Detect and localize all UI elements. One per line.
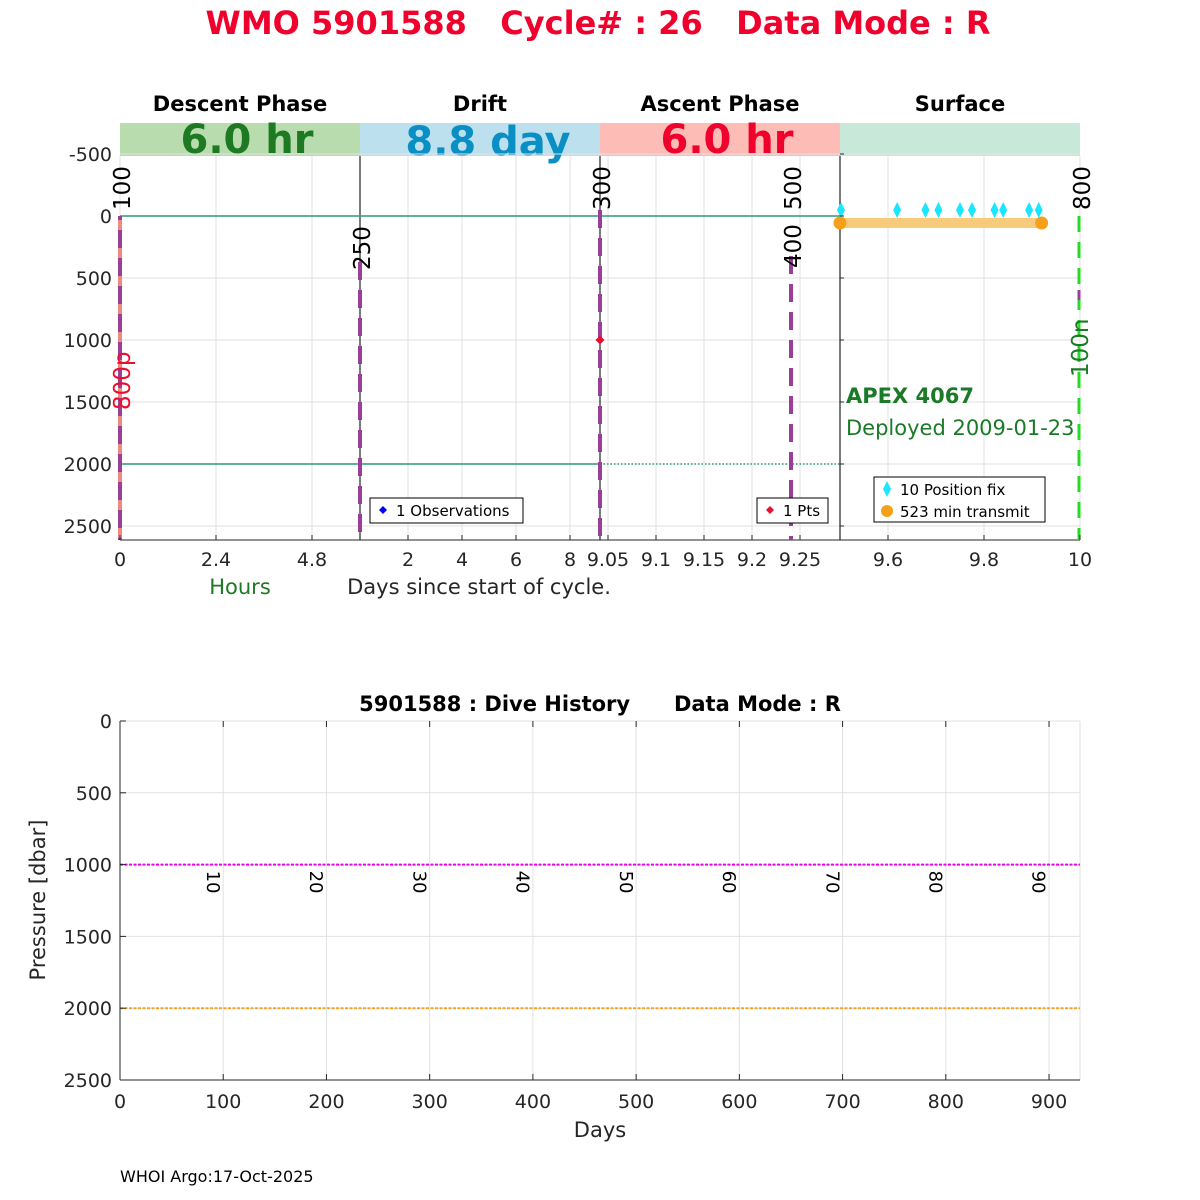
phase-surface-label: Surface bbox=[914, 92, 1006, 116]
position-fix-marker bbox=[893, 202, 901, 218]
top-x-tick-label: 10 bbox=[1067, 549, 1093, 571]
cycle-number-label: 30 bbox=[408, 870, 430, 894]
dive-y-tick-label: 2000 bbox=[63, 998, 112, 1021]
hours-label: Hours bbox=[209, 575, 271, 599]
label-800p: 800p bbox=[110, 351, 136, 410]
label-100n: 100n bbox=[1068, 318, 1094, 377]
label-250: 250 bbox=[350, 226, 376, 270]
dive-x-tick-label: 200 bbox=[308, 1091, 345, 1113]
legend-transmit-marker bbox=[881, 505, 893, 517]
position-fix-marker bbox=[1035, 202, 1043, 218]
top-y-tick-label: 2500 bbox=[63, 516, 112, 538]
dive-x-tick-label: 0 bbox=[113, 1091, 127, 1113]
dive-y-tick-label: 0 bbox=[99, 711, 112, 733]
dive-x-tick-label: 500 bbox=[617, 1091, 655, 1113]
dive-history-title: 5901588 : Dive History Data Mode : R bbox=[359, 692, 841, 716]
top-x-tick-label: 9.25 bbox=[778, 549, 822, 571]
main-title: WMO 5901588 Cycle# : 26 Data Mode : R bbox=[205, 4, 991, 42]
footer-text: WHOI Argo:17-Oct-2025 bbox=[120, 1167, 314, 1186]
dive-x-tick-label: 400 bbox=[514, 1091, 552, 1113]
dive-history-ylabel: Pressure [dbar] bbox=[26, 819, 50, 981]
label-400: 400 bbox=[781, 224, 807, 268]
label-300: 300 bbox=[590, 166, 616, 210]
ascent-duration: 6.0 hr bbox=[660, 117, 794, 163]
top-y-tick-label: 0 bbox=[99, 206, 112, 228]
top-x-tick-label: 8 bbox=[563, 549, 577, 571]
top-x-tick-label: 9.1 bbox=[640, 549, 672, 571]
top-x-tick-label: 9.15 bbox=[682, 549, 726, 571]
cycle-number-label: 90 bbox=[1027, 870, 1049, 894]
dive-y-tick-label: 500 bbox=[75, 782, 112, 805]
position-fix-marker bbox=[1025, 202, 1033, 218]
top-x-tick-label: 0 bbox=[113, 549, 127, 571]
apex-deployed: Deployed 2009-01-23 bbox=[846, 416, 1075, 440]
cycle-number-label: 20 bbox=[305, 870, 327, 894]
transmit-end-marker bbox=[1035, 217, 1048, 230]
dive-x-tick-label: 600 bbox=[721, 1091, 758, 1113]
top-x-tick-label: 4 bbox=[455, 549, 469, 571]
top-x-tick-label: 9.05 bbox=[586, 549, 630, 571]
top-x-tick-label: 9.6 bbox=[872, 549, 904, 571]
top-x-tick-label: 9.8 bbox=[968, 549, 1000, 571]
phase-drift-label: Drift bbox=[452, 92, 508, 116]
top-x-tick-label: 4.8 bbox=[296, 549, 328, 571]
apex-name: APEX 4067 bbox=[846, 384, 974, 408]
dive-history-grid bbox=[120, 721, 1080, 1080]
cycle-number-label: 40 bbox=[511, 870, 533, 894]
top-panel-y-ticks bbox=[64, 144, 844, 538]
legend-observations-text: 1 Observations bbox=[396, 502, 510, 520]
phase-ascent-label: Ascent Phase bbox=[640, 92, 800, 116]
descent-duration: 6.0 hr bbox=[180, 117, 314, 163]
cycle-number-label: 10 bbox=[201, 870, 223, 894]
top-x-tick-label: 2 bbox=[401, 549, 415, 571]
dive-x-tick-label: 300 bbox=[411, 1091, 448, 1113]
position-fix-marker bbox=[934, 202, 942, 218]
cycle-number-label: 80 bbox=[924, 870, 946, 894]
label-100: 100 bbox=[110, 166, 136, 210]
dive-x-tick-label: 700 bbox=[824, 1091, 861, 1113]
position-fix-marker bbox=[991, 202, 999, 218]
top-y-tick-label: 1000 bbox=[63, 330, 112, 352]
drift-point-marker bbox=[596, 336, 605, 345]
legend-pts bbox=[757, 498, 828, 523]
label-500: 500 bbox=[781, 166, 807, 210]
cycle-number-label: 60 bbox=[718, 870, 740, 894]
legend-transmit-text: 523 min transmit bbox=[900, 503, 1030, 521]
drift-duration: 8.8 day bbox=[405, 119, 571, 165]
dive-y-tick-label: 2500 bbox=[63, 1070, 112, 1092]
dive-y-tick-label: 1000 bbox=[63, 854, 112, 877]
dive-history-cycle-labels bbox=[202, 871, 1049, 894]
dive-x-tick-label: 900 bbox=[1030, 1091, 1068, 1113]
top-y-tick-label: 2000 bbox=[63, 454, 112, 476]
position-fix-marker bbox=[956, 202, 964, 218]
top-x-tick-label: 2.4 bbox=[200, 549, 232, 571]
top-y-tick-label: 500 bbox=[75, 268, 112, 290]
phase-descent-label: Descent Phase bbox=[152, 92, 328, 116]
surface-band bbox=[840, 123, 1080, 156]
legend-observations bbox=[370, 498, 523, 523]
cycle-number-label: 70 bbox=[821, 870, 843, 894]
transmit-start-marker bbox=[834, 217, 847, 230]
dive-x-tick-label: 100 bbox=[205, 1091, 242, 1113]
dive-y-tick-label: 1500 bbox=[63, 926, 112, 949]
top-panel-marks bbox=[596, 202, 1049, 345]
days-since-start-label: Days since start of cycle. bbox=[347, 575, 611, 599]
top-x-tick-label: 9.2 bbox=[736, 549, 768, 571]
legend-pts-text: 1 Pts bbox=[783, 502, 821, 520]
label-800: 800 bbox=[1070, 166, 1096, 210]
legend-surface bbox=[874, 477, 1045, 522]
dive-history-ticks bbox=[64, 711, 1080, 1113]
top-y-tick-label: 1500 bbox=[63, 392, 112, 414]
position-fix-marker bbox=[921, 202, 929, 218]
top-y-tick-label: -500 bbox=[68, 144, 112, 166]
legend-position-fix-text: 10 Position fix bbox=[900, 481, 1006, 499]
top-x-tick-label: 6 bbox=[509, 549, 523, 571]
position-fix-marker bbox=[968, 202, 976, 218]
cycle-number-label: 50 bbox=[614, 870, 636, 894]
position-fix-marker bbox=[999, 202, 1007, 218]
dive-x-tick-label: 800 bbox=[927, 1091, 964, 1113]
dive-history-xlabel: Days bbox=[573, 1118, 627, 1142]
